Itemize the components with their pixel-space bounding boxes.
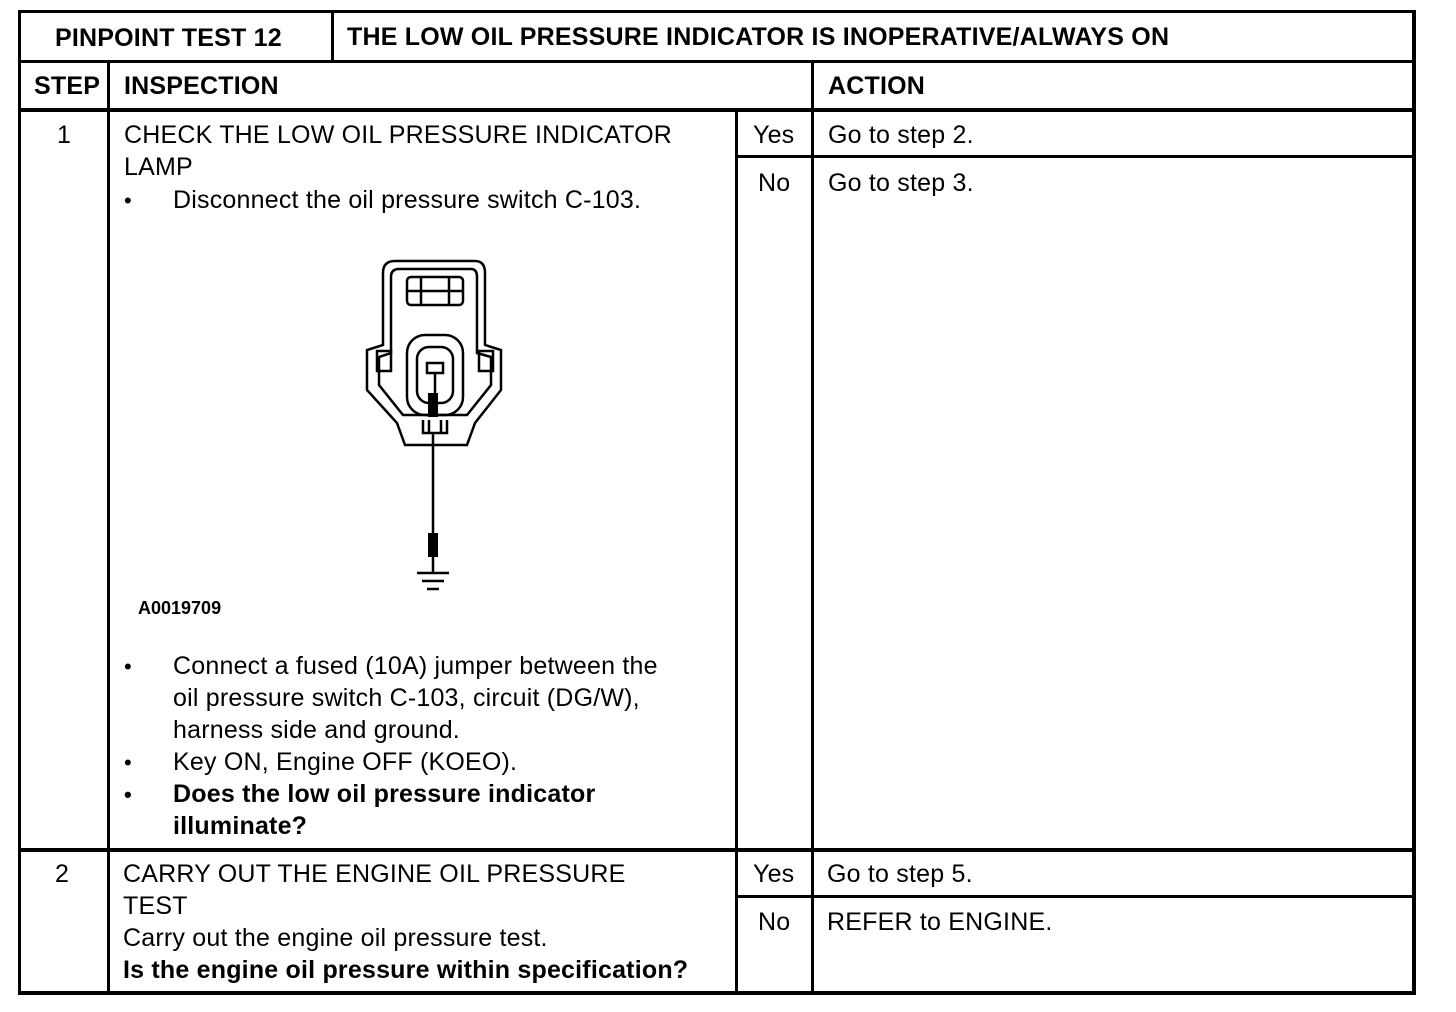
bullet-dot: • [124, 782, 132, 807]
connector-bottom-lock [423, 420, 447, 433]
action-text: Go to step 3. [828, 169, 974, 197]
step-heading-line: TEST [123, 892, 188, 920]
rule-under-title [18, 60, 1416, 63]
answer-no: No [758, 908, 791, 936]
instruction-text: Disconnect the oil pressure switch C-103. [173, 186, 642, 214]
rule-step-column [107, 60, 110, 995]
rule-title-divider [331, 10, 334, 63]
instruction-text: Connect a fused (10A) jumper between the [173, 652, 658, 680]
inspection-question: Does the low oil pressure indicator [173, 780, 596, 808]
bullet-dot: • [124, 750, 132, 775]
rule-step2-yes-no [735, 895, 1416, 898]
column-header-step: STEP [34, 72, 101, 100]
column-header-action: ACTION [828, 72, 926, 100]
rule-action-column [811, 60, 814, 995]
step-number: 2 [55, 860, 70, 888]
terminal-pin [427, 363, 443, 373]
step-heading-line: LAMP [124, 153, 193, 181]
step-heading-line: CHECK THE LOW OIL PRESSURE INDICATOR [124, 121, 673, 149]
border-bottom [18, 991, 1416, 995]
column-header-inspection: INSPECTION [124, 72, 279, 100]
border-top [18, 10, 1416, 13]
instruction-text: Key ON, Engine OFF (KOEO). [173, 748, 518, 776]
answer-no: No [758, 169, 791, 197]
instruction-text: Carry out the engine oil pressure test. [123, 924, 548, 952]
step-heading-line: CARRY OUT THE ENGINE OIL PRESSURE [123, 860, 626, 888]
test-subject: THE LOW OIL PRESSURE INDICATOR IS INOPERATIVE/ALWAYS ON [347, 23, 1170, 51]
bullet-dot: • [124, 188, 132, 213]
probe-tip-top [428, 393, 438, 417]
instruction-text: harness side and ground. [173, 716, 460, 744]
instruction-text: oil pressure switch C-103, circuit (DG/W), [173, 684, 640, 712]
answer-yes: Yes [753, 860, 795, 888]
action-text: Go to step 2. [828, 121, 974, 149]
step-number: 1 [57, 121, 72, 149]
probe-tip-bottom [428, 533, 438, 557]
rule-between-steps [18, 848, 1416, 852]
rule-under-columns [18, 108, 1416, 112]
inspection-question: illuminate? [173, 812, 308, 840]
figure-label: A0019709 [138, 598, 222, 618]
rule-step1-yes-no [735, 155, 1416, 158]
action-text: Go to step 5. [827, 860, 973, 888]
inspection-question: Is the engine oil pressure within specification? [123, 956, 689, 984]
answer-yes: Yes [753, 121, 795, 149]
rule-answer-column [735, 108, 738, 995]
connector-diagram [355, 255, 515, 600]
test-name: PINPOINT TEST 12 [55, 24, 282, 52]
action-text: REFER to ENGINE. [827, 908, 1053, 936]
bullet-dot: • [124, 654, 132, 679]
